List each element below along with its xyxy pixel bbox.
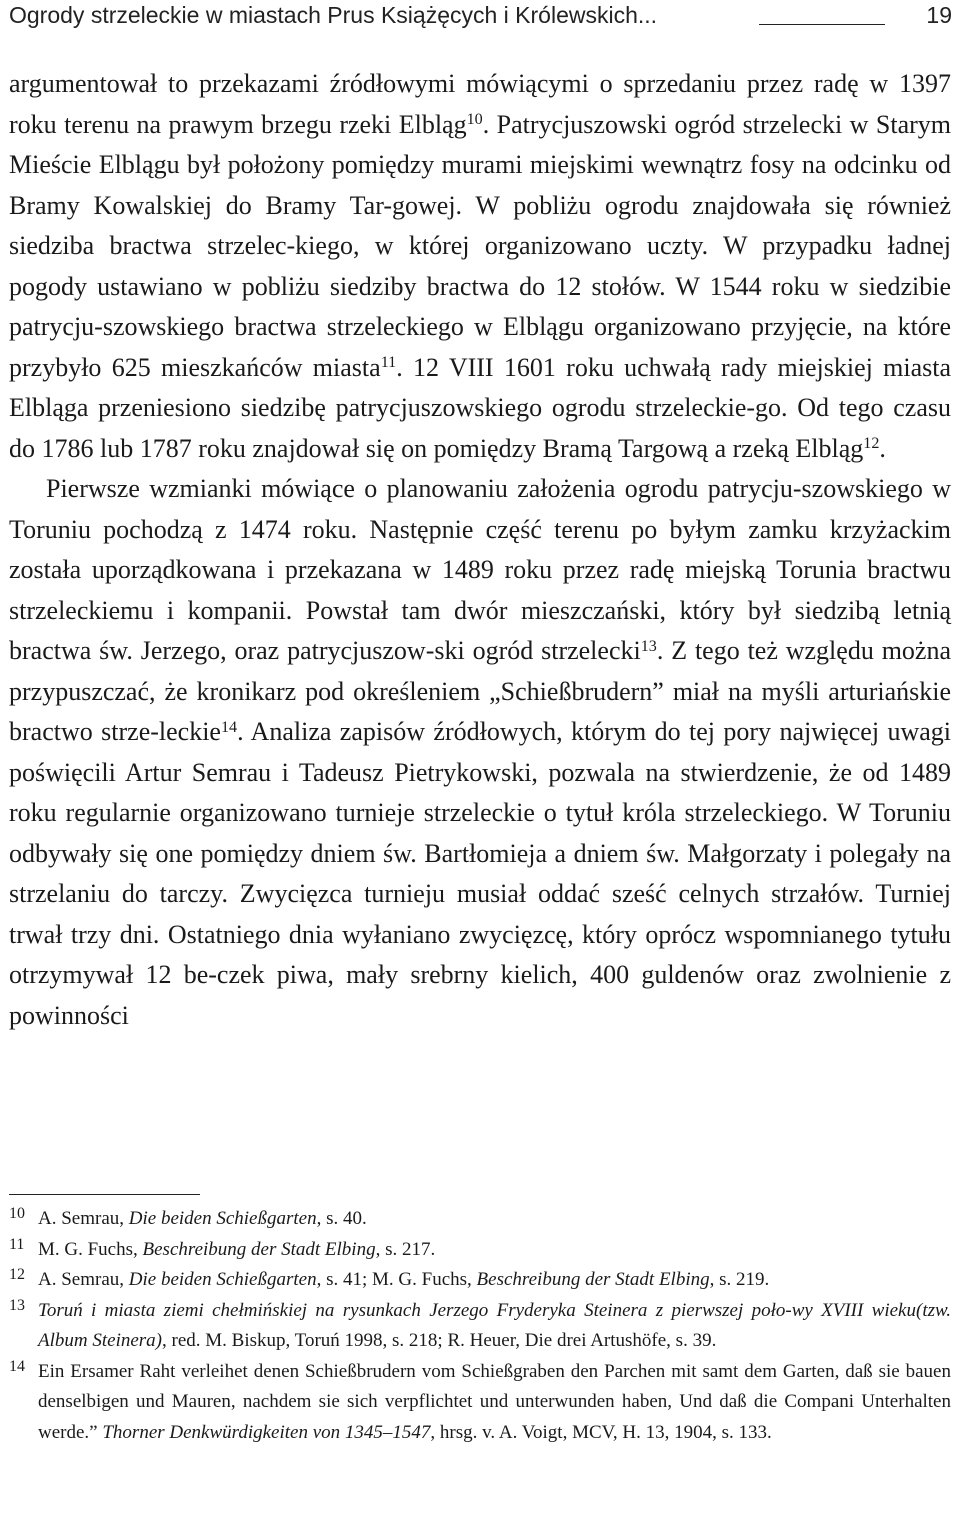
footnote-number: 14	[9, 1357, 25, 1375]
footnote-title: Thorner Denkwürdigkeiten von 1345–1547	[102, 1421, 431, 1443]
text-run: Pierwsze wzmianki mówiące o planowaniu założenia ogrodu patrycju-szowskiego w Toruniu pochodzą z 1474 roku. Następnie część terenu po byłym zamku krzyżackim została uporządkowana i przekazana w 1489 roku przez radę miejską Torunia bractwu strzeleckiemu i kompanii. Powstał tam dwór mieszczański, który był siedzibą letnią bractwa św. Jerzego, oraz patrycjuszow-ski ogród strzelecki	[9, 474, 951, 665]
footnote-ref-10[interactable]: 10	[466, 111, 483, 129]
footnote-separator	[9, 1194, 200, 1195]
text-run: argumentował to przekazami źródłowymi mówiącymi o sprzedaniu przez radę w 1397 roku terenu na prawym brzegu rzeki Elbląg	[9, 69, 951, 139]
text-run: . 12 VIII 1601 roku uchwałą rady miejskiej miasta Elbląga przeniesiono siedzibę patrycjuszowskiego ogrodu strzeleckie-go. Od tego czasu do 1786 lub 1787 roku znajdował się on pomiędzy Bramą Targową a rzeką Elbląg	[9, 352, 951, 463]
footnote-text: , s. 40.	[316, 1208, 367, 1229]
footnote-10	[9, 1204, 951, 1235]
footnote-text: , red. M. Biskup, Toruń 1998, s. 218; R. Heuer, Die drei Artushöfe, s. 39.	[162, 1330, 717, 1351]
text-run: . Patrycjuszowski ogród strzelecki w Starym Mieście Elblągu był położony pomiędzy murami miejskimi wewnątrz fosy na odcinku od Bramy Kowalskiej do Bramy Tar-gowej. W pobliżu ogrodu znajdowała się również siedziba bractwa strzelec-kiego, w której organizowano uczty. W przypadku ładnej pogody ustawiano w pobliżu siedziby bractwa do 12 stołów. W 1544 roku w siedzibie patrycju-szowskiego bractwa strzeleckiego w Elblągu organizowano przyjęcie, na które przybyło 625 mieszkańców miasta	[9, 109, 951, 382]
footnote-number: 11	[9, 1235, 25, 1253]
header-rule	[759, 24, 885, 25]
footnote-text: M. G. Fuchs,	[38, 1238, 143, 1260]
footnote-title: Die beiden Schießgarten	[128, 1269, 317, 1290]
footnote-text: , s. 217.	[375, 1238, 436, 1260]
footnote-ref-11[interactable]: 11	[380, 354, 397, 372]
footnote-title: Die beiden Schießgarten	[128, 1208, 317, 1229]
footnote-ref-13[interactable]: 13	[640, 637, 657, 655]
footnote-title: Beschreibung der Stadt Elbing	[142, 1238, 376, 1260]
footnote-11	[9, 1235, 951, 1266]
footnote-number: 13	[9, 1296, 25, 1314]
text-run: . Z tego też względu można przypuszczać, że kronikarz pod określeniem „Schießbrudern” miał na myśli arturiańskie bractwo strze-leckie	[9, 636, 951, 746]
footnote-12	[9, 1265, 951, 1296]
footnote-13	[9, 1296, 951, 1357]
running-title: Ogrody strzeleckie w miastach Prus Książęcych i Królewskich...	[9, 2, 658, 28]
footnote-ref-14[interactable]: 14	[220, 718, 238, 736]
footnotes	[9, 1204, 951, 1448]
footnote-text: , s. 41; M. G. Fuchs,	[316, 1269, 477, 1290]
running-header	[9, 2, 952, 32]
footnote-text: , hrsg. v. A. Voigt, MCV, H. 13, 1904, s. 133.	[430, 1421, 772, 1443]
footnote-number: 10	[9, 1205, 25, 1222]
footnote-text: , s. 219.	[709, 1269, 770, 1290]
text-run: . Analiza zapisów źródłowych, którym do tej pory najwięcej uwagi poświęcili Artur Semrau i Tadeusz Pietrykowski, pozwala na stwierdzenie, że od 1489 roku regularnie organizowano turnieje strzeleckie o tytuł króla strzeleckiego. W Toruniu odbywały się one pomiędzy dniem św. Bartłomieja a dniem św. Małgorzaty i polegały na strzelaniu do tarczy. Zwycięzca turnieju musiał oddać sześć celnych strzałów. Turniej trwał trzy dni. Ostatniego dnia wyłaniano zwycięzcę, który oprócz wspomnianego tytułu otrzymywał 12 be-czek piwa, mały srebrny kielich, 400 guldenów oraz zwolnienie z powinności	[9, 717, 952, 1030]
footnote-text: A. Semrau,	[38, 1269, 129, 1290]
text-run: .	[879, 433, 886, 463]
paragraph-1	[9, 64, 951, 469]
footnote-text: Ein Ersamer Raht verleihet denen Schießbrudern vom Schießgraben den Parchen mit samt dem Garten, daß sie bauen denselbigen und Mauren, nachdem sie sich verpflichtet und unterwunden haben, Und daß die Compani Unterhalten werde.”	[38, 1360, 951, 1443]
footnote-14	[9, 1357, 951, 1449]
footnote-title: Beschreibung der Stadt Elbing	[476, 1269, 710, 1290]
footnote-title: Toruń i miasta ziemi chełmińskiej na rysunkach Jerzego Fryderyka Steinera z pierwszej poło-wy XVIII wieku(tzw. Album Steinera)	[38, 1299, 951, 1351]
footnote-text: A. Semrau,	[38, 1208, 129, 1229]
page-number: 19	[926, 2, 952, 28]
footnote-number: 12	[9, 1266, 25, 1283]
paragraph-2	[9, 469, 951, 1036]
footnote-ref-12[interactable]: 12	[863, 435, 880, 453]
main-text	[9, 64, 951, 1036]
